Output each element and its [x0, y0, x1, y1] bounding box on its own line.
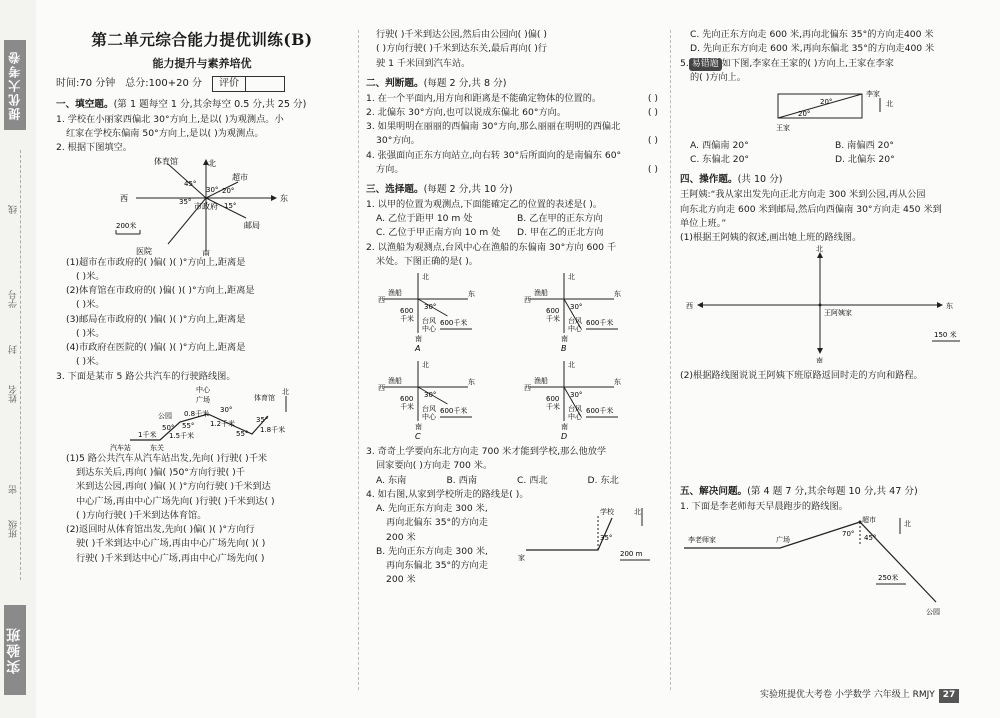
hospital-label: 医院	[136, 246, 152, 256]
choice-q2: 米处。下图正确的是( )。	[376, 255, 478, 267]
option[interactable]: D. 甲在乙的正北方向	[517, 227, 604, 239]
option-letter: D	[561, 432, 568, 442]
li-home-label: 李家	[866, 89, 880, 98]
south-label: 南	[561, 335, 568, 344]
option[interactable]: C. 乙位于甲正南方向 10 m 处	[376, 227, 501, 239]
section-4-heading: 四、操作题。(共 10 分)	[680, 174, 783, 186]
teacher-home-label: 李老师家	[688, 535, 716, 544]
bus-station-label: 汽车站	[110, 443, 131, 452]
option[interactable]: C. 东偏北 20°	[690, 154, 750, 166]
west-label: 西	[378, 296, 385, 305]
center-label: 中心	[568, 413, 582, 422]
svg-text:20°: 20°	[222, 186, 235, 195]
choice-q5-options	[680, 139, 980, 168]
choice-q5: 5. 易错题 如下图,李家在王家的( )方向上,王家在李家	[680, 57, 980, 72]
distance-label: 600	[546, 395, 560, 404]
north-label: 北	[422, 361, 429, 370]
page-number: 27	[939, 689, 960, 703]
operation-q1: (1)根据王阿姨的叙述,画出她上班的路线图。	[680, 232, 862, 244]
square-label: 广场	[776, 535, 790, 544]
column-divider	[358, 30, 359, 690]
typhoon-label: 台风	[568, 317, 582, 326]
svg-text:广场: 广场	[196, 395, 210, 404]
angle-label: 30°	[570, 303, 583, 312]
scale-label: 150 米	[934, 331, 957, 340]
east-label: 东	[614, 378, 621, 387]
strip-label-secret: 密	[9, 485, 19, 494]
unit-label: 千米	[400, 315, 414, 324]
typhoon-label: 台风	[422, 317, 436, 326]
operation-text: 向东北方向走 600 米到邮局,然后向西偏南 30°方向走 450 米到	[680, 203, 942, 215]
svg-text:30°: 30°	[220, 405, 233, 414]
q2-sub: ( )米。	[76, 270, 105, 282]
angle-label: 30°	[570, 391, 583, 400]
page-subtitle: 能力提升与素养培优	[152, 57, 252, 71]
north-label: 北	[634, 508, 641, 517]
svg-text:35°: 35°	[600, 534, 613, 543]
choice-q3: 回家要向( )方向走 700 米。	[376, 460, 493, 472]
option-letter: C	[415, 432, 421, 442]
choice-q3-options	[366, 474, 658, 488]
north-label: 北	[568, 273, 575, 282]
operation-text: 王阿姨:“我从家出发先向正北方向走 300 米到公园,再从公园	[680, 189, 926, 201]
brand-top-band: 提优大考卷	[4, 40, 26, 130]
scale-label: 200 m	[620, 550, 643, 559]
column-divider	[670, 30, 671, 690]
home-label: 王阿姨家	[824, 309, 852, 318]
li-wang-figure	[680, 86, 980, 134]
q3-sub: 行驶( )千米到达中心广场,再由中心广场先向( )	[76, 552, 265, 564]
bus-route-figure	[56, 384, 348, 452]
choice-q3: 3. 奇奇上学要向东北方向走 700 米才能到学校,那么他放学	[366, 446, 607, 458]
section-2-heading: 二、判断题。(每题 2 分,共 8 分)	[366, 77, 507, 89]
right-column	[680, 28, 980, 623]
option[interactable]: B. 乙在甲的正东方向	[517, 213, 603, 225]
option[interactable]: B. 南偏西 20°	[835, 139, 894, 151]
option[interactable]: C. 西北	[517, 474, 548, 486]
left-column	[56, 28, 348, 566]
page-title: 第二单元综合能力提优训练(B)	[91, 30, 313, 49]
option-letter: A	[415, 344, 421, 354]
q1-line: 红家在学校东偏南 50°方向上,是以( )为观测点。	[66, 128, 264, 140]
svg-text:55°: 55°	[236, 429, 249, 438]
q3-sub: 米到达公园,再向( )偏( )( )°方向行驶( )千米到达	[76, 481, 271, 493]
boat-label: 渔船	[534, 377, 548, 386]
wang-home-label: 王家	[776, 123, 790, 132]
running-route-figure	[680, 514, 980, 618]
page-footer: 实验班提优大考卷 小学数学 六年级上 RMJY 27	[760, 689, 959, 703]
option-letter: B	[561, 344, 567, 354]
operation-q2: (2)根据路线图说说王阿姨下班原路返回时走的方向和路程。	[680, 369, 923, 381]
section-3-heading: 三、选择题。(每题 2 分,共 10 分)	[366, 184, 513, 196]
section-5-heading: 五、解决问题。(第 4 题 7 分,其余每题 10 分,共 47 分)	[680, 485, 918, 497]
middle-column	[366, 28, 658, 606]
svg-text:45°: 45°	[184, 179, 197, 188]
east-label: 东	[946, 302, 953, 311]
unit-label: 千米	[546, 403, 560, 412]
judge-item: 2. 北偏东 30°方向,也可以说成东偏北 60°方向。	[366, 106, 567, 118]
svg-text:1.5千米: 1.5千米	[169, 431, 195, 440]
school-label: 学校	[600, 508, 614, 517]
gym-label: 体育馆	[254, 393, 275, 402]
svg-text:45°: 45°	[864, 533, 877, 542]
choice-q2: 2. 以渔船为观测点,台风中心在渔船的东偏南 30°方向 600 千	[366, 241, 617, 253]
total-score: 总分:100+20 分	[125, 78, 203, 90]
svg-text:中心: 中心	[196, 385, 210, 394]
boat-label: 渔船	[388, 377, 402, 386]
q3-continued: 行驶( )千米到达公园,然后由公园向( )偏( )	[376, 29, 547, 40]
strip-label-name: 姓名	[9, 385, 19, 403]
q2-sub: (3)邮局在市政府的( )偏( )( )°方向上,距离是	[66, 313, 246, 325]
q3-continued: ( )方向行驶( )千米到达东关,最后再向( )行	[376, 43, 547, 55]
east-label: 东	[468, 290, 475, 299]
svg-text:20°: 20°	[798, 109, 811, 118]
home-to-school-figure	[516, 504, 656, 574]
judge-item: 1. 在一个平面内,用方向和距离是不能确定物体的位置的。	[366, 92, 602, 104]
typhoon-options-figure	[366, 269, 658, 445]
cut-line	[20, 150, 21, 580]
option[interactable]: D. 先向正东方向走 600 米,再向东偏北 35°的方向走400 米	[690, 43, 935, 55]
svg-text:1.8千米: 1.8千米	[260, 425, 286, 434]
svg-text:1.2千米: 1.2千米	[210, 419, 236, 428]
park-label: 公园	[926, 607, 940, 616]
q1-line: 1. 学校在小丽家西偏北 30°方向上,是以( )为观测点。小	[56, 113, 284, 125]
q2-sub: (1)超市在市政府的( )偏( )( )°方向上,距离是	[66, 256, 246, 268]
q3-sub: (1)5 路公共汽车从汽车站出发,先向( )行驶( )千米	[66, 452, 268, 464]
post-office-label: 邮局	[244, 220, 260, 230]
option[interactable]: B. 先向正东方向走 300 米,	[376, 545, 488, 557]
south-label: 南	[202, 248, 210, 256]
section-1-heading: 一、填空题。(第 1 题每空 1 分,其余每空 0.5 分,共 25 分)	[56, 99, 307, 111]
choice-q1-options	[366, 212, 658, 241]
unit-label: 千米	[400, 403, 414, 412]
judge-answer-slot[interactable]: ( )	[647, 92, 658, 104]
distance-label: 600	[400, 395, 414, 404]
judge-answer-slot[interactable]: ( )	[647, 163, 658, 175]
option[interactable]: B. 西南	[446, 474, 478, 486]
q2-sub: ( )米。	[76, 327, 105, 339]
east-label: 东	[280, 193, 288, 203]
north-label: 北	[568, 361, 575, 370]
angle-label: 30°	[424, 303, 437, 312]
option[interactable]: D. 东北	[587, 474, 619, 486]
direction-map-figure	[56, 156, 348, 256]
strip-label-student-no: 学号	[9, 290, 19, 308]
typhoon-label: 台风	[568, 405, 582, 414]
q2-sub: ( )米。	[76, 299, 105, 311]
scale-label: 250米	[878, 573, 899, 582]
svg-text:35°: 35°	[179, 197, 192, 206]
judge-item: 4. 张强面向正东方向站立,向右转 30°后所面向的是南偏东 60°	[366, 149, 622, 161]
scale-label: 600千米	[440, 407, 468, 416]
svg-text:70°: 70°	[842, 529, 855, 538]
north-label: 北	[422, 273, 429, 282]
scale-label: 600千米	[586, 319, 614, 328]
option[interactable]: A. 西偏南 20°	[690, 139, 749, 151]
south-label: 南	[816, 357, 823, 364]
center-label: 中心	[422, 325, 436, 334]
choice-q4: 4. 如右图,从家到学校所走的路线是( )。	[366, 488, 529, 500]
q3-sub: 中心广场,再由中心广场先向( )行驶( )千米到达( )	[76, 495, 275, 507]
center-label: 中心	[568, 325, 582, 334]
north-label: 北	[816, 245, 823, 254]
svg-text:20°: 20°	[820, 97, 833, 106]
supermarket-label: 超市	[862, 515, 876, 524]
home-label: 家	[518, 554, 525, 563]
option[interactable]: A. 乙位于距甲 10 m 处	[376, 213, 473, 225]
boat-label: 渔船	[534, 289, 548, 298]
q2-sub: (2)体育馆在市政府的( )偏( )( )°方向上,距离是	[66, 285, 255, 297]
option[interactable]: A. 先向正东方向走 300 米,	[376, 503, 488, 515]
south-label: 南	[415, 423, 422, 432]
binding-strip	[0, 0, 36, 718]
judge-item: 方向。	[376, 163, 404, 175]
gym-label: 体育馆	[154, 156, 178, 166]
q3-sub: ( )方向行驶( )千米到达体育馆。	[76, 509, 207, 521]
choice-q4-block: A. 先向正东方向走 300 米, 再向北偏东 35°的方向走 200 米 B. 先向正东方向走 300 米, 再向东偏北 35°的方向走 200 米 北 学校 家 35° 200 m	[366, 502, 658, 606]
supermarket-label: 超市	[232, 172, 248, 182]
judge-item: 30°方向。	[376, 135, 420, 147]
angle-label: 30°	[424, 391, 437, 400]
option[interactable]: D. 北偏东 20°	[835, 154, 895, 166]
time-limit: 时间:70 分钟	[56, 78, 116, 90]
north-label: 北	[904, 519, 911, 528]
solve-q1: 1. 下面是李老师每天早晨跑步的路线图。	[680, 500, 848, 512]
distance-label: 600	[546, 307, 560, 316]
east-label: 东	[468, 378, 475, 387]
option[interactable]: C. 先向正东方向走 600 米,再向北偏东 35°的方向走400 米	[690, 29, 934, 40]
center-label: 中心	[422, 413, 436, 422]
q3-continued: 驶 1 千米回到汽车站。	[376, 57, 471, 69]
south-label: 南	[561, 423, 568, 432]
west-label: 西	[120, 193, 128, 203]
q3-sub: 到达东关后,再向( )偏( )50°方向行驶( )千	[76, 467, 245, 479]
north-label: 北	[886, 99, 893, 108]
brand-bottom-band: 实验班	[4, 605, 26, 695]
drawing-axis-figure[interactable]	[680, 245, 980, 363]
q2-sub: (4)市政府在医院的( )偏( )( )°方向上,距离是	[66, 342, 246, 354]
distance-label: 600	[400, 307, 414, 316]
west-label: 西	[524, 296, 531, 305]
strip-label-class: 班级	[9, 520, 19, 538]
strip-label-line: 线	[9, 205, 19, 214]
svg-text:15°: 15°	[224, 201, 237, 210]
option[interactable]: A. 东南	[376, 474, 407, 486]
exam-meta	[56, 76, 348, 92]
scale-label: 200米	[116, 221, 137, 230]
svg-text:35°: 35°	[256, 415, 269, 424]
operation-text: 单位上班。”	[680, 217, 727, 229]
city-hall-label: 市政府	[194, 201, 218, 211]
error-prone-tag: 易错题	[689, 58, 722, 72]
east-label: 东	[614, 290, 621, 299]
scale-label: 600千米	[440, 319, 468, 328]
judge-answer-slot[interactable]: ( )	[647, 106, 658, 118]
choice-q1: 1. 以甲的位置为观测点,下面能確定乙的位置的表述是( )。	[366, 198, 603, 210]
svg-text:1千米: 1千米	[138, 430, 157, 439]
north-label: 北	[208, 158, 216, 168]
evaluation-box[interactable]	[212, 76, 285, 92]
north-label: 北	[282, 387, 289, 396]
judge-answer-slot[interactable]: ( )	[647, 135, 658, 147]
eval-label: 评价	[213, 77, 246, 91]
q2-text: 2. 根据下图填空。	[56, 142, 132, 154]
strip-label-seal: 封	[9, 345, 19, 354]
svg-text:55°: 55°	[182, 421, 195, 430]
south-label: 南	[415, 335, 422, 344]
typhoon-label: 台风	[422, 405, 436, 414]
unit-label: 千米	[546, 315, 560, 324]
boat-label: 渔船	[388, 289, 402, 298]
svg-text:30°: 30°	[206, 185, 219, 194]
choice-q5: 的( )方向上。	[690, 72, 747, 84]
west-label: 西	[524, 384, 531, 393]
q3-text: 3. 下面是某市 5 路公共汽车的行驶路线图。	[56, 370, 236, 382]
scale-label: 600千米	[586, 407, 614, 416]
west-label: 西	[378, 384, 385, 393]
q3-sub: 驶( )千米到达中心广场,再由中心广场先向( )( )	[76, 538, 266, 550]
q2-sub: ( )米。	[76, 356, 105, 368]
judge-item: 3. 如果明明在丽丽的西偏南 30°方向,那么丽丽在明明的西偏北	[366, 121, 621, 133]
dongguan-label: 东关	[150, 443, 164, 452]
west-label: 西	[686, 302, 693, 311]
q3-sub: (2)返回时从体育馆出发,先向( )偏( )( )°方向行	[66, 524, 255, 536]
svg-text:0.8千米: 0.8千米	[184, 409, 210, 418]
svg-text:50°: 50°	[162, 423, 175, 432]
park-label: 公园	[158, 411, 172, 420]
